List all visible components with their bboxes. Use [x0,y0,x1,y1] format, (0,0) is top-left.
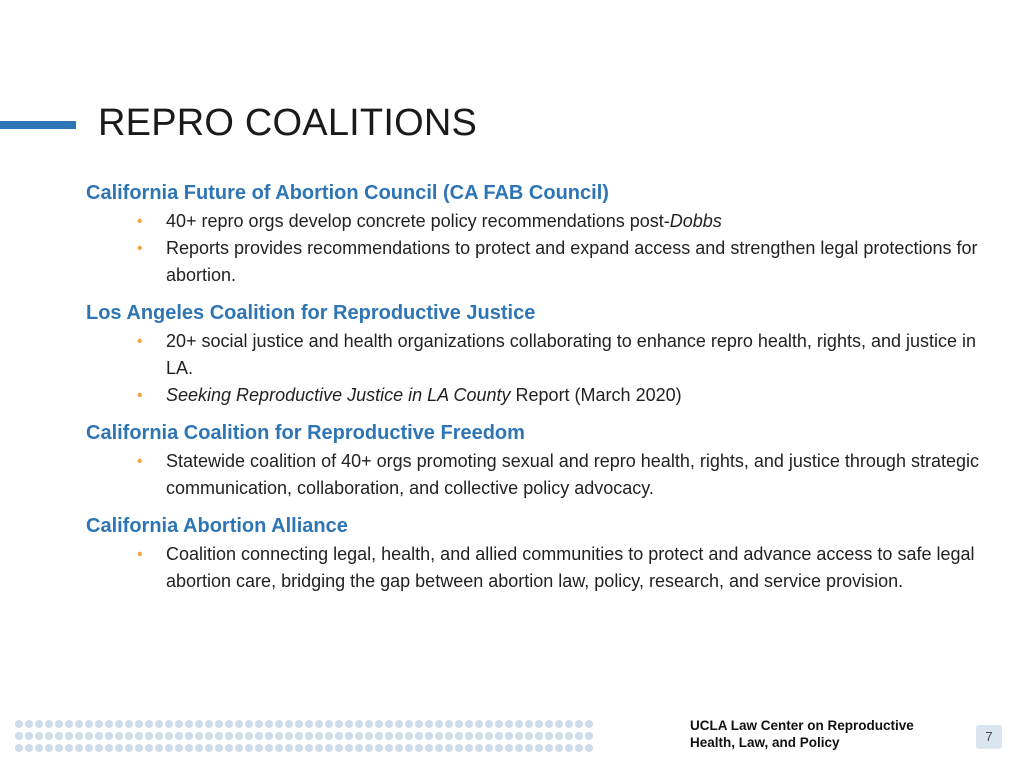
pattern-dot [335,744,343,752]
section-heading: California Coalition for Reproductive Freedom [86,422,525,444]
section [86,178,986,289]
pattern-dot [455,720,463,728]
pattern-dot [565,720,573,728]
pattern-dot [245,732,253,740]
pattern-dot [505,744,513,752]
pattern-dot [155,720,163,728]
pattern-dot [145,744,153,752]
pattern-dot [355,720,363,728]
pattern-dot [415,744,423,752]
pattern-dot [345,720,353,728]
pattern-dot [525,744,533,752]
pattern-dot [485,720,493,728]
pattern-dot [555,720,563,728]
pattern-dot [325,744,333,752]
pattern-dot [25,720,33,728]
pattern-dot [235,744,243,752]
pattern-dot [55,732,63,740]
bullet-item [137,235,986,289]
bullet-dot-icon: • [137,453,143,470]
pattern-dot [575,744,583,752]
pattern-dot [115,744,123,752]
pattern-dot [575,732,583,740]
pattern-dot [65,744,73,752]
pattern-dot [335,732,343,740]
pattern-dot [385,720,393,728]
pattern-dot [165,732,173,740]
pattern-dot [195,720,203,728]
pattern-dot [415,732,423,740]
pattern-dot [245,744,253,752]
pattern-dot [25,744,33,752]
pattern-dot [55,720,63,728]
pattern-dot [155,744,163,752]
pattern-dot [265,732,273,740]
pattern-dot [455,732,463,740]
pattern-dot [355,744,363,752]
pattern-dot [405,720,413,728]
pattern-dot [565,744,573,752]
pattern-dot [185,744,193,752]
bullet-dot-icon: • [137,546,143,563]
bullet-text: 40+ repro orgs develop concrete policy recommendations post- [166,211,670,231]
bullet-text: Dobbs [669,211,722,231]
pattern-dot [225,744,233,752]
pattern-dot [475,744,483,752]
pattern-dot [65,732,73,740]
pattern-dot [85,720,93,728]
pattern-dot [15,744,23,752]
pattern-dot [305,720,313,728]
pattern-dot [485,732,493,740]
pattern-dot [15,720,23,728]
pattern-dot [515,744,523,752]
pattern-dot [425,720,433,728]
section-heading: California Future of Abortion Council (CA FAB Council) [86,182,609,204]
pattern-dot [495,720,503,728]
pattern-dot [75,744,83,752]
pattern-dot [405,744,413,752]
pattern-dot [265,720,273,728]
pattern-dot [565,732,573,740]
pattern-dot [415,720,423,728]
pattern-dot [495,732,503,740]
pattern-dot [505,720,513,728]
bullet-list [86,541,986,595]
pattern-dot [255,744,263,752]
pattern-dot [305,732,313,740]
pattern-dot [545,720,553,728]
pattern-dot [445,732,453,740]
pattern-dot [175,744,183,752]
pattern-dot [555,744,563,752]
pattern-dot [95,720,103,728]
pattern-dot [215,720,223,728]
pattern-dot [585,732,593,740]
pattern-dot [225,732,233,740]
pattern-dot [255,732,263,740]
footer-organization [690,717,914,751]
pattern-dot [455,744,463,752]
bullet-text: Seeking Reproductive Justice in LA County [166,385,511,405]
pattern-dot [95,744,103,752]
pattern-dot [105,720,113,728]
bullet-dot-icon: • [137,387,143,404]
pattern-dot [365,732,373,740]
pattern-dot [135,732,143,740]
pattern-dot [365,744,373,752]
pattern-dot [335,720,343,728]
bullet-item [137,448,986,502]
pattern-dot [275,732,283,740]
pattern-dot [155,732,163,740]
pattern-dot [185,732,193,740]
pattern-dot [465,732,473,740]
pattern-dot [545,744,553,752]
bullet-list [86,448,986,502]
pattern-dot [515,720,523,728]
pattern-dot [275,720,283,728]
pattern-dot [105,732,113,740]
bullet-dot-icon: • [137,240,143,257]
bullet-text: Coalition connecting legal, health, and allied communities to protect and advance access to safe legal abortion care, bridging the gap between abortion law, policy, research, and service provision. [166,544,975,591]
pattern-dot [375,744,383,752]
pattern-dot [125,732,133,740]
pattern-dot [215,744,223,752]
pattern-dot [15,732,23,740]
section [86,298,986,409]
pattern-dot [275,744,283,752]
decorative-dot-pattern [14,718,594,756]
bullet-text: Statewide coalition of 40+ orgs promoting sexual and repro health, rights, and justice through strategic communication, collaboration, and collective policy advocacy. [166,451,979,498]
pattern-dot [45,732,53,740]
pattern-dot [235,720,243,728]
bullet-list [86,208,986,289]
pattern-dot [315,744,323,752]
pattern-dot [125,744,133,752]
pattern-dot [395,732,403,740]
pattern-dot [285,732,293,740]
pattern-dot [165,720,173,728]
pattern-dot [435,732,443,740]
pattern-dot [295,732,303,740]
pattern-dot [95,732,103,740]
pattern-dot [45,744,53,752]
pattern-dot [385,732,393,740]
pattern-dot [435,744,443,752]
pattern-dot [175,720,183,728]
pattern-dot [375,720,383,728]
pattern-dot [295,720,303,728]
pattern-dot [215,732,223,740]
pattern-dot [505,732,513,740]
pattern-dot [395,744,403,752]
pattern-dot [125,720,133,728]
pattern-dot [205,720,213,728]
pattern-dot [115,732,123,740]
pattern-dot [345,744,353,752]
pattern-dot [545,732,553,740]
pattern-dot [285,744,293,752]
pattern-dot [325,732,333,740]
pattern-dot [255,720,263,728]
pattern-dot [135,744,143,752]
pattern-dot [525,720,533,728]
pattern-dot [315,720,323,728]
pattern-dot [425,744,433,752]
pattern-dot [145,720,153,728]
pattern-dot [325,720,333,728]
pattern-dot [435,720,443,728]
pattern-dot [445,744,453,752]
pattern-dot [395,720,403,728]
pattern-dot [35,732,43,740]
pattern-dot [475,720,483,728]
bullet-text: Reports provides recommendations to protect and expand access and strengthen legal protections for abortion. [166,238,978,285]
pattern-dot [205,732,213,740]
pattern-dot [485,744,493,752]
pattern-dot [375,732,383,740]
bullet-text: Report (March 2020) [510,385,682,405]
pattern-dot [265,744,273,752]
pattern-dot [535,720,543,728]
bullet-item [137,328,986,382]
pattern-dot [185,720,193,728]
footer-org-line-2: Health, Law, and Policy [690,735,840,750]
pattern-dot [445,720,453,728]
pattern-dot [535,744,543,752]
pattern-dot [115,720,123,728]
section-heading: Los Angeles Coalition for Reproductive Justice [86,302,536,324]
pattern-dot [355,732,363,740]
pattern-dot [305,744,313,752]
pattern-dot [65,720,73,728]
pattern-dot [245,720,253,728]
page-number: 7 [976,725,1002,749]
pattern-dot [575,720,583,728]
pattern-dot [35,744,43,752]
pattern-dot [515,732,523,740]
pattern-dot [345,732,353,740]
pattern-dot [525,732,533,740]
pattern-dot [175,732,183,740]
slide-content [86,178,986,604]
pattern-dot [295,744,303,752]
pattern-dot [365,720,373,728]
section-heading: California Abortion Alliance [86,515,348,537]
pattern-dot [45,720,53,728]
pattern-dot [465,744,473,752]
bullet-text: 20+ social justice and health organizations collaborating to enhance repro health, rights, and justice in LA. [166,331,977,378]
bullet-dot-icon: • [137,333,143,350]
pattern-dot [105,744,113,752]
pattern-dot [85,732,93,740]
title-accent-bar [0,121,76,129]
pattern-dot [75,732,83,740]
pattern-dot [85,744,93,752]
pattern-dot [55,744,63,752]
pattern-dot [195,732,203,740]
pattern-dot [475,732,483,740]
pattern-dot [535,732,543,740]
pattern-dot [145,732,153,740]
pattern-dot [235,732,243,740]
pattern-dot [585,744,593,752]
section [86,418,986,502]
pattern-dot [405,732,413,740]
pattern-dot [495,744,503,752]
pattern-dot [205,744,213,752]
bullet-item [137,541,986,595]
footer-org-line-1: UCLA Law Center on Reproductive [690,718,914,733]
pattern-dot [285,720,293,728]
pattern-dot [465,720,473,728]
pattern-dot [225,720,233,728]
pattern-dot [25,732,33,740]
bullet-item [137,382,986,409]
pattern-dot [135,720,143,728]
pattern-dot [75,720,83,728]
bullet-list [86,328,986,409]
pattern-dot [555,732,563,740]
bullet-dot-icon: • [137,213,143,230]
pattern-dot [385,744,393,752]
pattern-dot [585,720,593,728]
pattern-dot [425,732,433,740]
section [86,511,986,595]
pattern-dot [315,732,323,740]
bullet-item [137,208,986,235]
pattern-dot [165,744,173,752]
slide-title: REPRO COALITIONS [98,102,478,144]
pattern-dot [35,720,43,728]
pattern-dot [195,744,203,752]
